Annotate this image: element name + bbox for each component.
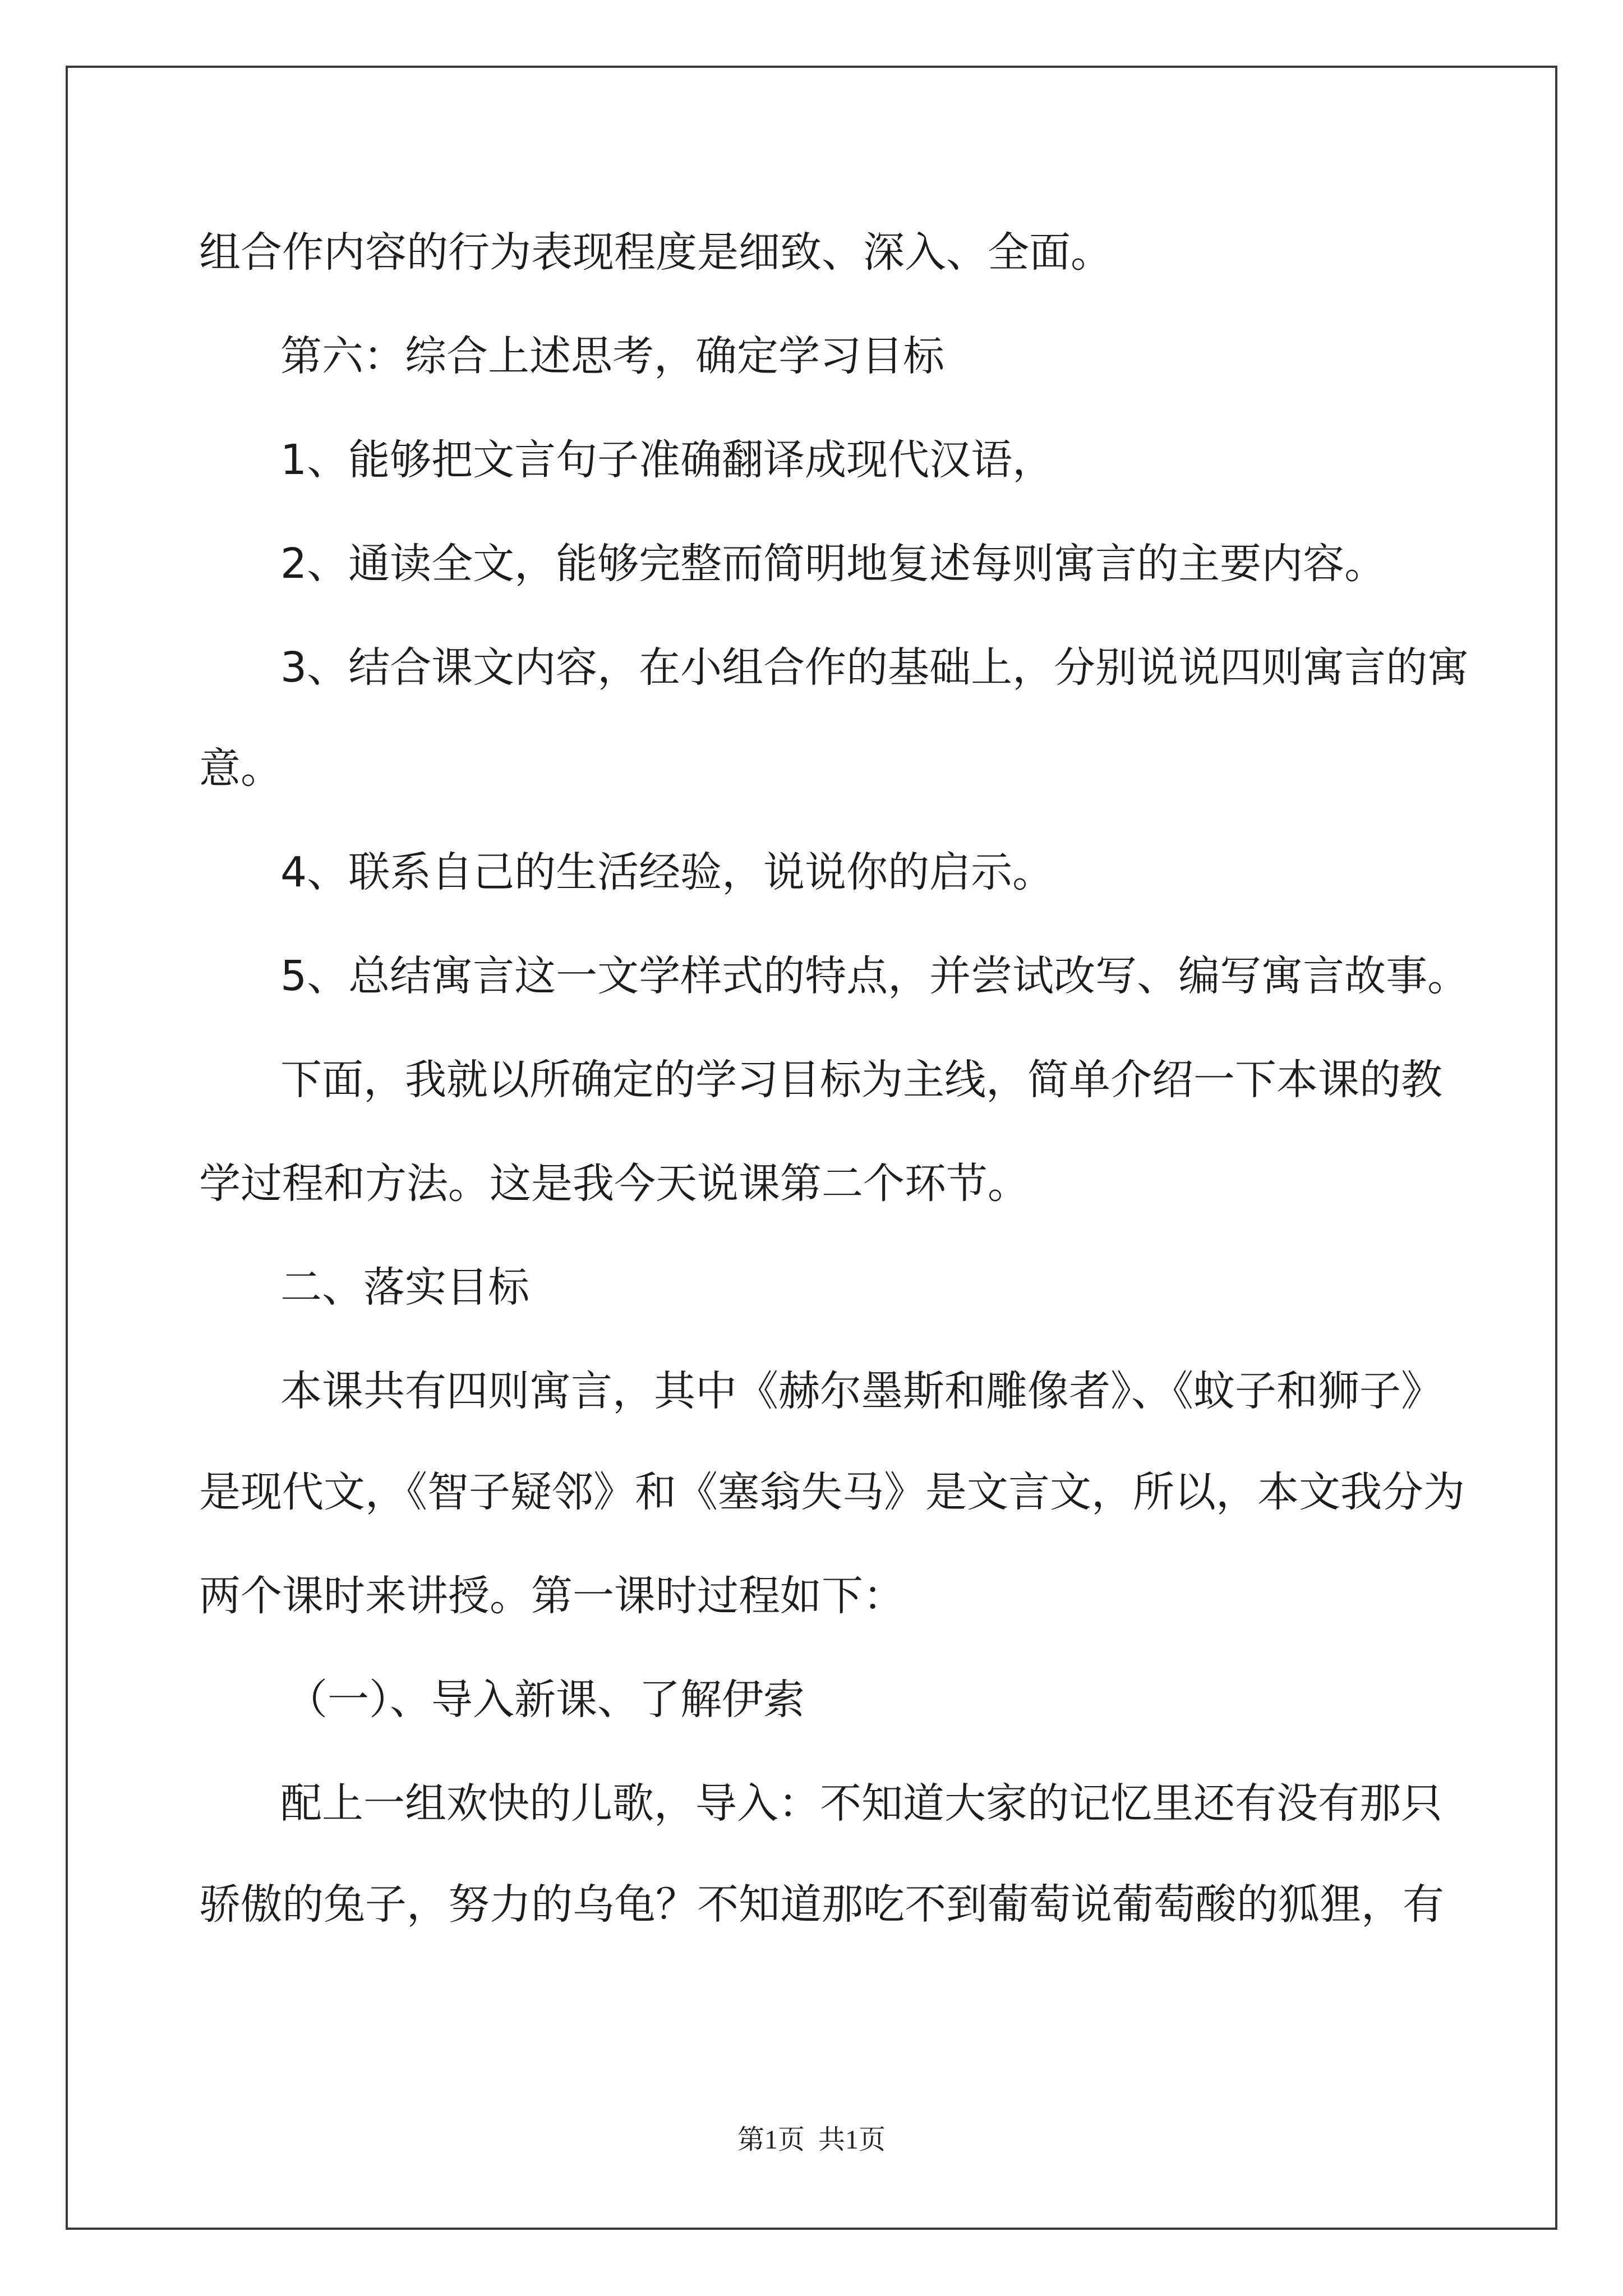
text-line: 2、通读全文，能够完整而简明地复述每则寓言的主要内容。	[280, 540, 1386, 588]
text-line: 二、落实目标	[280, 1263, 529, 1312]
text-line: 下面，我就以所确定的学习目标为主线，简单介绍一下本课的教	[280, 1056, 1442, 1104]
page-total: 共1页	[818, 2125, 886, 2155]
text-line: 骄傲的兔子，努力的乌龟？不知道那吃不到葡萄说葡萄酸的狐狸，有	[199, 1880, 1444, 1929]
text-line: 两个课时来讲授。第一课时过程如下：	[199, 1572, 905, 1620]
text-line: 4、联系自己的生活经验，说说你的启示。	[280, 848, 1054, 896]
text-line: 3、结合课文内容，在小组合作的基础上，分别说说四则寓言的寓	[280, 643, 1469, 692]
text-line: 5、总结寓言这一文学样式的特点，并尝试改写、编写寓言故事。	[280, 952, 1469, 1000]
text-line: 本课共有四则寓言，其中《赫尔墨斯和雕像者》、《蚊子和狮子》	[280, 1367, 1442, 1415]
page-footer	[0, 2123, 1623, 2157]
text-line: 组合作内容的行为表现程度是细致、深入、全面。	[199, 228, 1112, 277]
page-current: 第1页	[737, 2125, 805, 2155]
text-line: 意。	[199, 744, 282, 793]
text-line: 是现代文，《智子疑邻》和《塞翁失马》是文言文，所以，本文我分为	[199, 1468, 1465, 1516]
text-line: 第六：综合上述思考，确定学习目标	[280, 332, 944, 380]
text-line: 配上一组欢快的儿歌，导入：不知道大家的记忆里还有没有那只	[280, 1779, 1442, 1828]
text-line: （一）、导入新课、了解伊索	[286, 1676, 805, 1724]
text-line: 1、能够把文言句子准确翻译成现代汉语，	[280, 436, 1054, 484]
text-line: 学过程和方法。这是我今天说课第二个环节。	[199, 1159, 1029, 1208]
